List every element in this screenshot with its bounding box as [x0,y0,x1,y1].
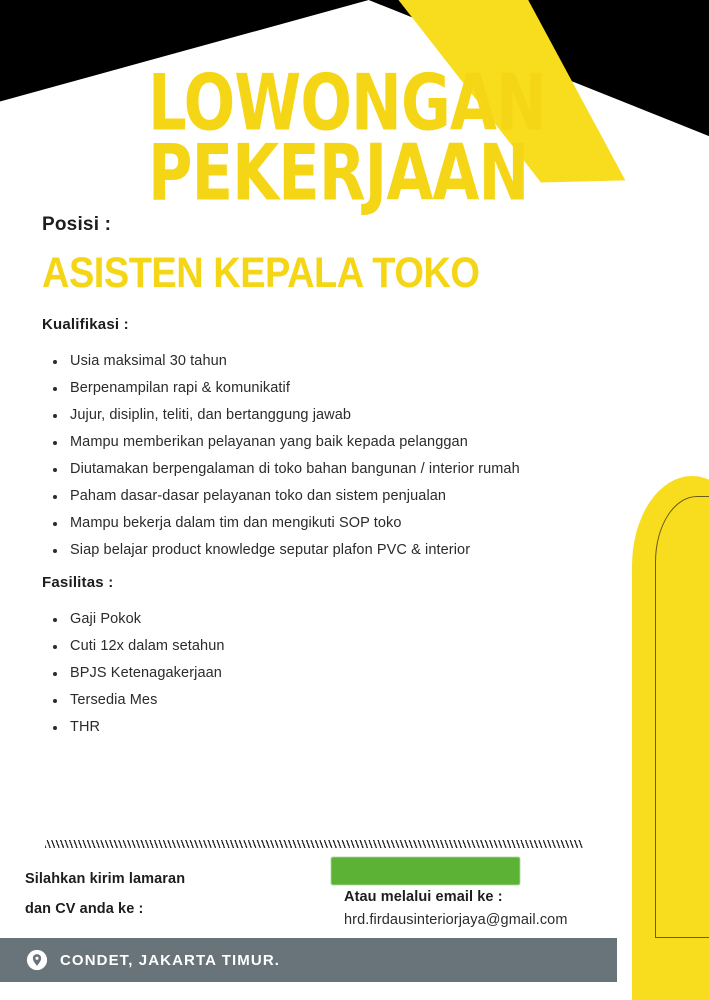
qualifications-list [46,348,646,564]
list-item: Usia maksimal 30 tahun [46,348,646,375]
email-contact-label: Atau melalui email ke : [344,889,503,905]
position-title: ASISTEN KEPALA TOKO [42,250,480,298]
redacted-contact-block [331,857,520,885]
list-item: Berpenampilan rapi & komunikatif [46,375,646,402]
location-footer-bar [0,938,617,982]
list-item: Mampu memberikan pelayanan yang baik kepada pelanggan [46,429,646,456]
email-contact-block [344,886,568,932]
list-item: Tersedia Mes [46,687,646,714]
application-instructions-line-2: dan CV anda ke : [25,901,144,917]
facilities-heading: Fasilitas : [42,574,114,591]
position-label: Posisi : [42,214,112,235]
page-title [148,57,568,219]
location-pin-icon [26,949,48,971]
qualifications-heading: Kualifikasi : [42,316,129,333]
list-item: Gaji Pokok [46,606,646,633]
headline-line-2: PEKERJAAN [148,127,529,219]
list-item: Diutamakan berpengalaman di toko bahan bangunan / interior rumah [46,456,646,483]
email-address: hrd.firdausinteriorjaya@gmail.com [344,912,568,928]
facilities-list [46,606,646,741]
hatched-divider [45,840,583,848]
list-item: Jujur, disiplin, teliti, dan bertanggung jawab [46,402,646,429]
headline-line-1: LOWONGAN [148,57,546,149]
list-item: Siap belajar product knowledge seputar plafon PVC & interior [46,537,646,564]
list-item: BPJS Ketenagakerjaan [46,660,646,687]
location-text: CONDET, JAKARTA TIMUR. [60,951,281,969]
list-item: Paham dasar-dasar pelayanan toko dan sistem penjualan [46,483,646,510]
list-item: THR [46,714,646,741]
list-item: Mampu bekerja dalam tim dan mengikuti SOP toko [46,510,646,537]
application-instructions-line-1: Silahkan kirim lamaran [25,871,186,887]
application-instructions [25,864,185,924]
list-item: Cuti 12x dalam setahun [46,633,646,660]
